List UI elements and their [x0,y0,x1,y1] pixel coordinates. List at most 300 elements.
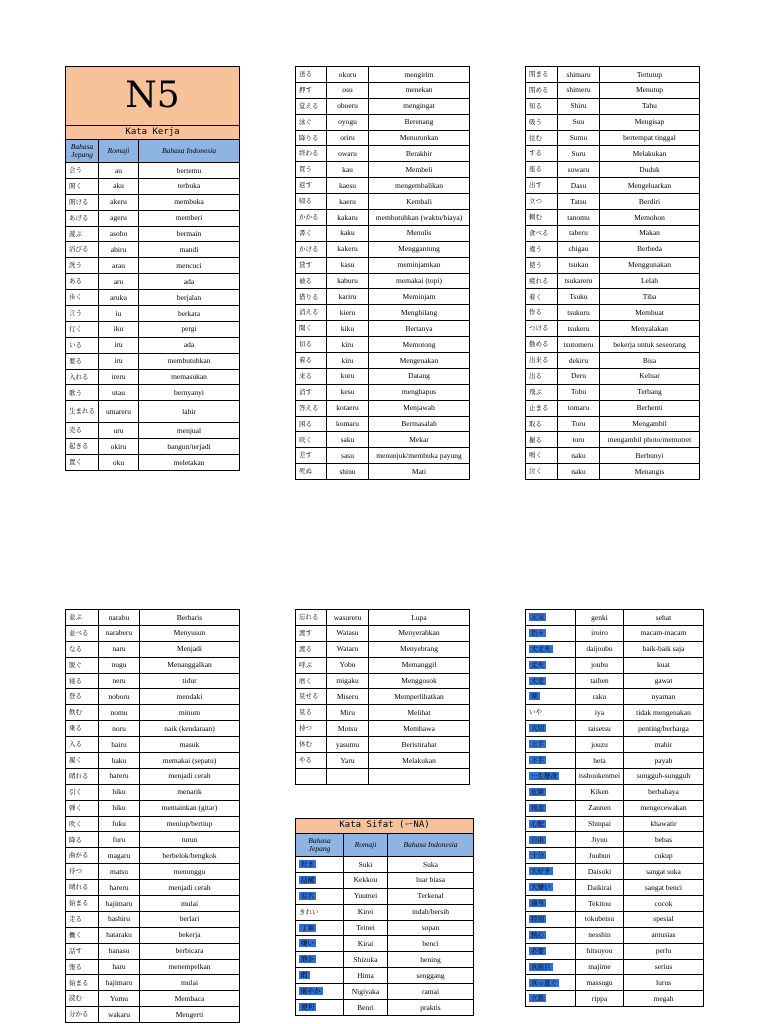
table-row [66,163,240,179]
word-japanese [296,920,344,936]
word-romaji: Benri [344,1000,388,1016]
word-meaning: mandi [139,242,240,258]
table-row [526,753,704,769]
word-romaji: fuku [99,816,140,832]
word-romaji: hareru [99,880,140,896]
word-japanese: 書く [296,225,327,241]
word-romaji: okuru [327,67,369,83]
word-meaning: mulai [140,975,240,991]
table-row [526,816,704,832]
word-meaning: mengecewakan [624,800,704,816]
table-row [526,641,704,657]
word-meaning: sopan [388,920,474,936]
table-row [526,273,700,289]
word-japanese [526,911,576,927]
word-romaji: iya [576,705,624,721]
word-meaning: membutuhkan [139,353,240,369]
table-row [296,241,470,257]
word-meaning: Menanggalkan [140,657,240,673]
table-row [66,864,240,880]
header-japanese: Bahasa Jepang [66,140,99,163]
word-meaning: Meminjam [369,289,470,305]
word-meaning: Mekar [369,432,470,448]
word-meaning: Berbaris [140,610,240,626]
word-romaji: shimeru [558,82,600,98]
word-japanese: 降りる [296,130,327,146]
highlighted-word: 一生懸命 [531,771,557,780]
word-meaning: bekerja untuk seseorang [600,337,700,353]
word-romaji: naraberu [99,625,140,641]
table-row [526,384,700,400]
highlighted-word: 十分 [531,851,544,860]
word-romaji: taihen [576,673,624,689]
word-romaji: migaku [327,673,369,689]
word-romaji: oyogu [327,114,369,130]
table-row [66,816,240,832]
word-japanese: 始まる [66,896,99,912]
word-romaji: kasu [327,257,369,273]
table-row [66,210,240,226]
word-meaning: naik (kendaraan) [140,721,240,737]
word-romaji: hajimaru [99,975,140,991]
highlighted-word: 丈夫 [531,660,544,669]
word-romaji: tokubetsu [576,911,624,927]
word-japanese: 買う [296,162,327,178]
table-row [296,432,470,448]
word-meaning: Menggantung [369,241,470,257]
table-row [66,178,240,194]
word-japanese: 登る [66,689,99,705]
word-meaning: praktis [388,1000,474,1016]
word-meaning: Bertanya [369,321,470,337]
word-romaji: komaru [327,416,369,432]
word-japanese [296,872,344,888]
table-row [66,848,240,864]
highlighted-word: 便利 [301,1003,314,1012]
word-meaning: turun [140,832,240,848]
table-row [526,353,700,369]
table-row [296,610,470,626]
word-romaji: kaeru [327,194,369,210]
word-japanese: 帰る [296,194,327,210]
word-japanese: 起きる [66,439,99,455]
word-japanese: 差す [296,448,327,464]
table-row [66,768,240,784]
word-japanese: 渡す [296,625,327,641]
verb-table-2 [295,66,470,480]
word-japanese [526,784,576,800]
word-japanese: 聞く [296,321,327,337]
word-meaning: Menurunkan [369,130,470,146]
table-row [526,241,700,257]
table-row [526,864,704,880]
word-romaji: sasu [327,448,369,464]
table-row [66,369,240,385]
word-romaji: haku [99,753,140,769]
word-meaning: benci [388,936,474,952]
word-romaji: majime [576,959,624,975]
word-meaning: Mengerti [140,1007,240,1023]
word-romaji: kau [327,162,369,178]
word-meaning: lahir [139,401,240,423]
word-meaning: Menggosok [369,673,470,689]
word-meaning: berkata [139,306,240,322]
word-meaning: meniup/bertiup [140,816,240,832]
table-row [66,353,240,369]
word-romaji: umareru [99,401,139,423]
word-romaji: tsukeru [558,321,600,337]
word-japanese [296,888,344,904]
word-meaning: sangat benci [624,880,704,896]
word-romaji: Tekitou [576,896,624,912]
adj-header-indonesian: Bahasa Indonesia [388,834,474,857]
word-romaji: Tobu [558,384,600,400]
word-romaji: kieru [327,305,369,321]
table-row [66,242,240,258]
word-japanese: する [526,146,558,162]
word-japanese: 脱ぐ [66,657,99,673]
word-meaning: Berenang [369,114,470,130]
word-japanese: ある [66,274,99,290]
verb-table-5 [295,609,470,785]
word-meaning: Berakhir [369,146,470,162]
word-meaning: Duduk [600,162,700,178]
word-meaning: Memanggil [369,657,470,673]
word-romaji: Toru [558,416,600,432]
word-romaji: taberu [558,225,600,241]
word-japanese [526,959,576,975]
word-japanese [526,625,576,641]
word-meaning: sehat [624,610,704,626]
word-romaji: kiru [327,353,369,369]
word-meaning: Terbang [600,384,700,400]
table-row [296,337,470,353]
word-meaning: perlu [624,943,704,959]
word-japanese [296,984,344,1000]
word-meaning: Memohon [600,210,700,226]
highlighted-word: 真っ直ぐ [531,978,557,987]
table-row [66,959,240,975]
word-japanese: 借りる [296,289,327,305]
table-row [66,737,240,753]
table-row [66,880,240,896]
word-meaning: Tiba [600,289,700,305]
word-meaning: ada [139,274,240,290]
word-meaning: Menulis [369,225,470,241]
word-romaji: naku [558,448,600,464]
highlighted-word: 好き [301,860,314,869]
word-japanese: 座る [526,162,558,178]
table-row [296,625,470,641]
word-romaji: hareru [99,768,140,784]
word-romaji: rippa [576,991,624,1007]
table-row [526,991,704,1007]
word-romaji: wakaru [99,1007,140,1023]
highlighted-word: 元気 [531,613,544,622]
word-japanese: 磨く [296,673,327,689]
table-row [296,737,470,753]
word-meaning: Melihat [369,705,470,721]
table-row [66,1007,240,1023]
table-row [66,753,240,769]
word-meaning: Bisa [600,353,700,369]
highlighted-word: 嫌い [301,939,314,948]
table-row [296,353,470,369]
table-row [66,321,240,337]
word-meaning: bangun/terjadi [139,439,240,455]
word-meaning: Menjawab [369,400,470,416]
word-meaning: Mengisap [600,114,700,130]
word-romaji: kakeru [327,241,369,257]
word-romaji: hairu [99,737,140,753]
word-japanese: 乗る [66,721,99,737]
table-row [526,464,700,480]
word-japanese: 被る [296,273,327,289]
highlighted-word: 残念 [531,803,544,812]
word-japanese [526,896,576,912]
word-meaning: cocok [624,896,704,912]
word-japanese: 閉まる [526,67,558,83]
table-row [526,82,700,98]
word-japanese [526,641,576,657]
word-japanese: 出る [526,368,558,384]
word-meaning: Membuat [600,305,700,321]
word-japanese: 分かる [66,1007,99,1023]
table-row [66,721,240,737]
word-japanese: 住む [526,130,558,146]
word-japanese [526,848,576,864]
table-row [66,673,240,689]
table-row [296,673,470,689]
word-japanese [526,975,576,991]
word-meaning: nyaman [624,689,704,705]
word-japanese: 終わる [296,146,327,162]
word-japanese: 出来る [526,353,558,369]
word-japanese: 張る [66,959,99,975]
word-meaning: menempelkan [140,959,240,975]
table-row [66,689,240,705]
word-meaning: luar biasa [388,872,474,888]
table-row [66,194,240,210]
highlighted-word: 立派 [531,994,544,1003]
table-row [526,257,700,273]
table-row [66,274,240,290]
word-romaji: dekiru [558,353,600,369]
word-meaning: menekan [369,82,470,98]
table-row [296,984,474,1000]
table-row [66,911,240,927]
highlighted-word: 適当 [531,899,544,908]
word-romaji: naru [99,641,140,657]
word-japanese: 開ける [66,194,99,210]
word-meaning: Mati [369,464,470,480]
word-meaning [369,768,470,784]
word-meaning: terbuka [139,178,240,194]
highlighted-word: 熱心 [531,930,544,939]
highlighted-word: 大好き [531,867,551,876]
word-romaji: iku [99,321,139,337]
word-romaji: Suru [558,146,600,162]
word-meaning: Tahu [600,98,700,114]
word-meaning: penting/berharga [624,721,704,737]
word-romaji: aru [99,274,139,290]
table-row [66,401,240,423]
word-romaji: Tsuku [558,289,600,305]
word-romaji: Sumu [558,130,600,146]
table-row [296,98,470,114]
table-row [526,896,704,912]
highlighted-word: 大変 [531,676,544,685]
table-row [526,210,700,226]
word-romaji: hiku [99,800,140,816]
word-romaji: Daikirai [576,880,624,896]
word-meaning: bertempat tinggal [600,130,700,146]
category-title: Kata Kerja [66,126,240,140]
table-row [296,210,470,226]
word-meaning: mencuci [139,258,240,274]
word-japanese [526,832,576,848]
table-row [526,225,700,241]
highlighted-word: 楽 [531,692,538,701]
word-japanese: かかる [296,210,327,226]
adjective-table-2 [525,609,704,1007]
word-meaning: senggang [388,968,474,984]
word-romaji: kaku [327,225,369,241]
word-meaning: kuat [624,657,704,673]
table-row [296,416,470,432]
table-row [526,67,700,83]
word-meaning: sungguh-sungguh [624,768,704,784]
word-japanese: 飛ぶ [526,384,558,400]
word-romaji: iru [99,337,139,353]
word-japanese: 履く [66,753,99,769]
highlighted-word: 危険 [531,787,544,796]
word-romaji: oku [99,455,139,471]
word-romaji: noru [99,721,140,737]
word-romaji: Miru [327,705,369,721]
word-meaning: memainkan (gitar) [140,800,240,816]
word-meaning: Makan [600,225,700,241]
word-japanese: 死ぬ [296,464,327,480]
table-row [526,98,700,114]
table-row [296,1000,474,1016]
word-meaning: membuka [139,194,240,210]
highlighted-word: 暇 [301,971,308,980]
word-romaji: Teinei [344,920,388,936]
word-japanese: 困る [296,416,327,432]
word-japanese: 要る [66,353,99,369]
word-romaji: nomu [99,705,140,721]
table-row [526,178,700,194]
word-japanese [526,800,576,816]
table-row [526,689,704,705]
table-row [526,657,704,673]
word-romaji: tomaru [558,400,600,416]
word-meaning: menjadi cerah [140,880,240,896]
word-meaning: ada [139,337,240,353]
table-row [66,975,240,991]
word-meaning: berbahaya [624,784,704,800]
table-row [296,952,474,968]
word-romaji: raku [576,689,624,705]
word-japanese: 押す [296,82,327,98]
word-romaji: au [99,163,139,179]
word-japanese: 弾く [66,800,99,816]
word-romaji: aku [99,178,139,194]
table-row [296,920,474,936]
table-row [296,968,474,984]
word-japanese: いる [66,337,99,353]
word-japanese: 浴びる [66,242,99,258]
word-japanese: 言う [66,306,99,322]
word-japanese: 働く [66,927,99,943]
word-japanese [526,737,576,753]
table-row [526,927,704,943]
highlighted-word: 丁寧 [301,923,314,932]
word-romaji: yasumu [327,737,369,753]
table-row [66,226,240,242]
word-meaning: menarik [140,784,240,800]
word-meaning: meletakan [139,455,240,471]
word-romaji: asobu [99,226,139,242]
table-row [526,832,704,848]
word-meaning: payah [624,753,704,769]
word-japanese: 止まる [526,400,558,416]
word-japanese: 咲く [296,432,327,448]
word-romaji: isshoukenmei [576,768,624,784]
word-meaning: cukup [624,848,704,864]
table-row [526,400,700,416]
table-row [66,896,240,912]
word-japanese: 鳴く [526,448,558,464]
word-japanese: 売る [66,423,99,439]
word-japanese: 使う [526,257,558,273]
word-romaji: Kiken [576,784,624,800]
adjective-table [295,818,474,1016]
word-meaning: bekerja [140,927,240,943]
word-romaji: kariru [327,289,369,305]
word-japanese: 行く [66,321,99,337]
word-meaning: Terkenal [388,888,474,904]
word-meaning: tidak mengenakan [624,705,704,721]
word-japanese [526,880,576,896]
word-romaji: massugu [576,975,624,991]
table-row [66,455,240,471]
word-romaji: toru [558,432,600,448]
word-romaji: wasureru [327,610,369,626]
word-japanese: 並べる [66,625,99,641]
table-row [66,625,240,641]
word-romaji: Kekkou [344,872,388,888]
word-meaning: Tertutup [600,67,700,83]
word-romaji: oboeru [327,98,369,114]
word-romaji: Wataru [327,641,369,657]
table-row [296,888,474,904]
table-row [526,784,704,800]
highlighted-word: 色々 [531,628,544,637]
word-meaning: Bermasalah [369,416,470,432]
word-meaning: indah/bersih [388,904,474,920]
word-romaji: magaru [99,848,140,864]
table-row [526,721,704,737]
table-row [296,162,470,178]
word-romaji: hashiru [99,911,140,927]
table-row [296,368,470,384]
word-japanese: 休む [296,737,327,753]
word-meaning: mahir [624,737,704,753]
table-row [526,943,704,959]
word-japanese: 作る [526,305,558,321]
